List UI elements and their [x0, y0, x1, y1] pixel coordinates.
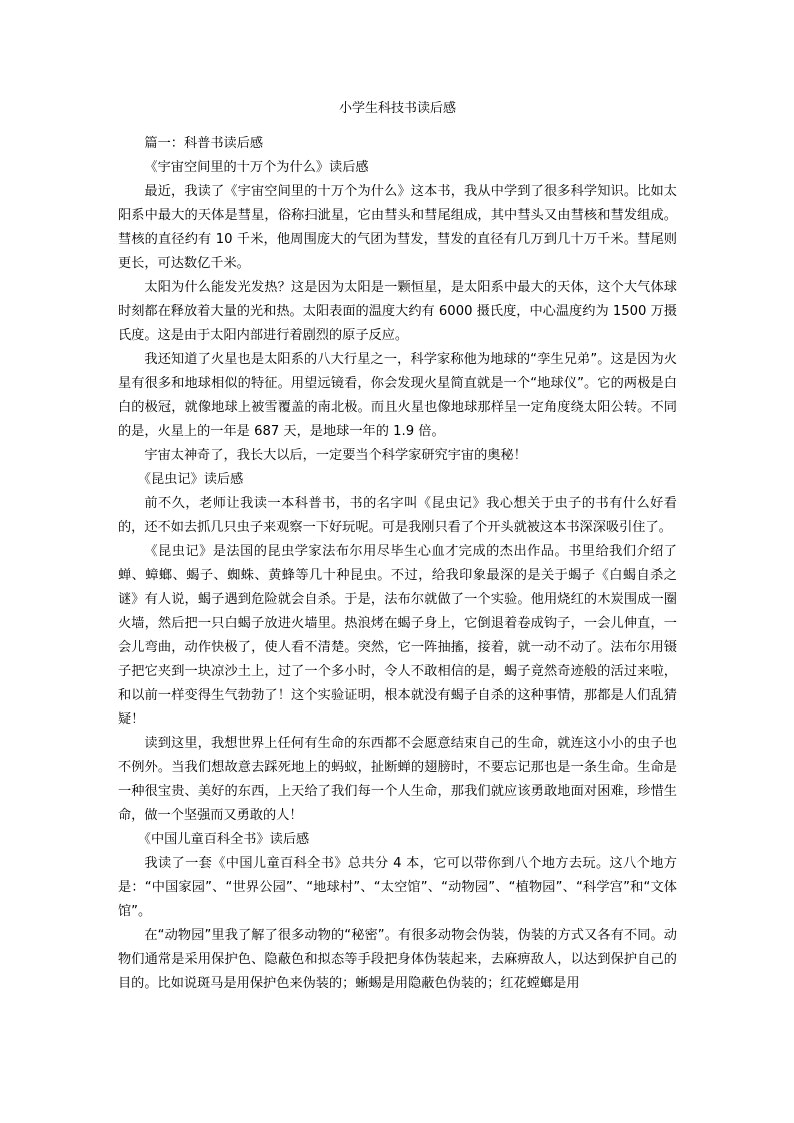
paragraph: 前不久，老师让我读一本科普书，书的名字叫《昆虫记》我心想关于虫子的书有什么好看的，还不如去抓几只虫子来观察一下好玩呢。可是我刚只看了个开头就被这本书深深吸引住了。 [118, 496, 677, 535]
book-heading-universe: 《宇宙空间里的十万个为什么》读后感 [144, 160, 369, 175]
document-title: 小学生科技书读后感 [338, 101, 456, 116]
paragraph: 在“动物园”里我了解了很多动物的“秘密”。有很多动物会伪装，伪装的方式又各有不同。动物们通常是采用保护色、隐蔽色和拟态等手段把身体伪装起来，去麻痹敌人，以达到保护自己的目的。比如说斑马是用保护色来伪装的；蜥蜴是用隐蔽色伪装的；红花螳螂是用 [118, 928, 677, 991]
paragraph: 《昆虫记》是法国的昆虫学家法布尔用尽毕生心血才完成的杰出作品。书里给我们介绍了蝉、蟑螂、蝎子、蜘蛛、黄蜂等几十种昆虫。不过，给我印象最深的是关于蝎子《白蝎自杀之谜》有人说，蝎子遇到危险就会自杀。于是，法布尔就做了一个实验。他用烧红的木炭围成一圈火墙，然后把一只白蝎子放进火墙里。热浪烤在蝎子身上，它倒退着卷成钩子，一会儿伸直，一会儿弯曲，动作快极了，使人看不清楚。突然，它一阵抽搐，接着，就一动不动了。法布尔用镊子把它夹到一块凉沙土上，过了一个多小时，令人不敢相信的是，蝎子竟然奇迹般的活过来啦，和以前一样变得生气勃勃了！这个实验证明，根本就没有蝎子自杀的这种事情，那都是人们乱猜疑！ [118, 544, 677, 727]
paragraph: 宇宙太神奇了，我长大以后，一定要当个科学家研究宇宙的奥秘！ [144, 448, 527, 463]
book-heading-insects: 《昆虫记》读后感 [137, 472, 244, 487]
section-heading: 篇一：科普书读后感 [144, 136, 264, 151]
paragraph: 读到这里，我想世界上任何有生命的东西都不会愿意结束自己的生命，就连这小小的虫子也不例外。当我们想故意去踩死地上的蚂蚁，扯断蝉的翅膀时，不要忘记那也是一条生命。生命是一种很宝贵、美好的东西，上天给了我们每一个人生命，那我们就应该勇敢地面对困难，珍惜生命，做一个坚强而又勇敢的人！ [118, 736, 677, 823]
paragraph: 我读了一套《中国儿童百科全书》总共分 4 本，它可以带你到八个地方去玩。这八个地方是：“中国家园”、“世界公园”、“地球村”、“太空馆”、“动物园”、“植物园”、“科学宫”和“文体馆”。 [118, 856, 677, 919]
paragraph: 最近，我读了《宇宙空间里的十万个为什么》这本书，我从中学到了很多科学知识。比如太阳系中最大的天体是彗星，俗称扫泚星，它由彗头和彗尾组成，其中彗头又由彗核和彗发组成。彗核的直径约有 10 千米，他周围庞大的气团为彗发，彗发的直径有几万到几十万千米。彗尾则更长，可达数亿千米。 [118, 184, 677, 271]
book-heading-encyclopedia: 《中国儿童百科全书》读后感 [137, 832, 310, 847]
document-page [118, 98, 677, 996]
paragraph: 太阳为什么能发光发热？这是因为太阳是一颗恒星，是太阳系中最大的天体，这个大气体球时刻都在释放着大量的光和热。太阳表面的温度大约有 6000 摄氏度，中心温度约为 1500 万摄氏度。这是由于太阳内部进行着剧烈的原子反应。 [118, 280, 677, 343]
paragraph: 我还知道了火星也是太阳系的八大行星之一，科学家称他为地球的“孪生兄弟”。这是因为火星有很多和地球相似的特征。用望远镜看，你会发现火星简直就是一个“地球仪”。它的两极是白白的极冠，就像地球上被雪覆盖的南北极。而且火星也像地球那样呈一定角度绕太阳公转。不同的是，火星上的一年是 687 天，是地球一年的 1.9 倍。 [118, 352, 677, 439]
